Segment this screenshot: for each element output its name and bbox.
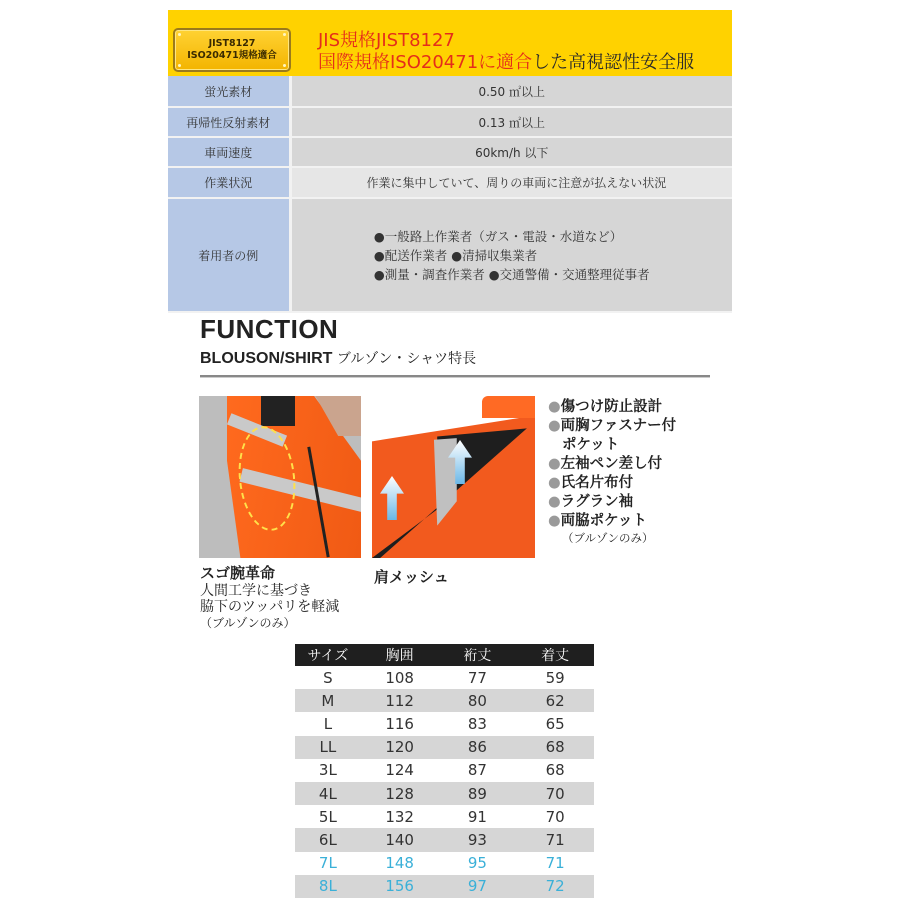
size-cell: 3L xyxy=(318,761,337,780)
table-row xyxy=(295,712,594,735)
chest-cell: 132 xyxy=(385,807,414,826)
size-cell: LL xyxy=(295,736,361,759)
shoulder-mesh-photo xyxy=(372,396,535,558)
length-cell: 72 xyxy=(516,875,594,898)
standard-title-line-1: JIS規格JIST8127 xyxy=(318,30,455,51)
length-cell: 70 xyxy=(516,782,594,805)
size-cell: 4L xyxy=(295,782,361,805)
bullet-icon: ● xyxy=(548,475,561,491)
table-row xyxy=(295,805,594,828)
underarm-caption-line: 人間工学に基づき xyxy=(200,583,312,599)
chest-cell: 148 xyxy=(385,854,414,873)
feature-text: 両脇ポケット xyxy=(560,513,647,529)
rivet-icon xyxy=(283,33,286,36)
feature-note: （ブルゾンのみ） xyxy=(562,531,654,545)
spec-value: 0.50 ㎡以上 xyxy=(290,76,732,107)
function-subtitle-jp: ブルゾン・シャツ特長 xyxy=(336,351,477,367)
spec-label: 作業状況 xyxy=(168,167,290,198)
size-cell: 7L xyxy=(318,854,337,873)
sleeve-cell: 86 xyxy=(439,736,517,759)
sleeve-cell: 91 xyxy=(467,807,487,826)
spec-value: 60km/h 以下 xyxy=(290,137,732,167)
length-cell: 65 xyxy=(545,714,565,733)
feature-list xyxy=(548,398,676,545)
feature-text: 傷つけ防止設計 xyxy=(560,399,663,415)
length-cell: 62 xyxy=(516,689,594,712)
length-cell: 59 xyxy=(545,668,565,687)
size-cell: L xyxy=(323,714,333,733)
sleeve-cell: 97 xyxy=(439,875,517,898)
chest-cell: 120 xyxy=(361,736,439,759)
table-row xyxy=(295,828,594,851)
rivet-icon xyxy=(178,64,181,67)
feature-item xyxy=(548,512,676,531)
size-table-header xyxy=(295,644,594,666)
feature-item xyxy=(548,455,676,474)
badge-line-2: ISO20471規格適合 xyxy=(187,50,277,61)
bullet-icon: ● xyxy=(548,456,561,472)
table-row xyxy=(295,689,594,712)
size-cell: 6L xyxy=(295,828,361,851)
length-cell: 71 xyxy=(545,854,565,873)
spec-label: 着用者の例 xyxy=(168,198,290,312)
spec-label: 再帰性反射素材 xyxy=(168,107,290,137)
chest-cell: 124 xyxy=(385,761,414,780)
table-row xyxy=(295,759,594,782)
function-subtitle-en: BLOUSON/SHIRT xyxy=(200,350,333,367)
feature-text: ラグラン袖 xyxy=(560,494,634,510)
size-table xyxy=(295,644,594,898)
chest-cell: 128 xyxy=(361,782,439,805)
bullet-icon: ● xyxy=(548,494,561,510)
feature-text: 両胸ファスナー付 xyxy=(560,418,677,434)
standard-title-dark: した高視認性安全服 xyxy=(532,52,695,73)
size-cell: M xyxy=(295,689,361,712)
feature-item xyxy=(548,398,676,417)
table-row xyxy=(295,852,594,875)
table-row xyxy=(295,782,594,805)
wearer-line: ●測量・調査作業者 ●交通警備・交通整理従事者 xyxy=(373,266,650,282)
feature-item xyxy=(548,493,676,512)
column-header-size: サイズ xyxy=(295,644,361,666)
underarm-panel xyxy=(261,396,295,426)
chest-cell: 116 xyxy=(385,714,414,733)
chest-cell: 156 xyxy=(361,875,439,898)
spec-table xyxy=(168,76,732,313)
standard-title-line-2 xyxy=(318,52,694,74)
wearer-line: ●配送作業者 ●清掃収集業者 xyxy=(373,247,538,263)
table-row xyxy=(295,875,594,898)
chest-cell: 112 xyxy=(361,689,439,712)
size-cell: 5L xyxy=(318,807,337,826)
sleeve-cell: 83 xyxy=(467,714,487,733)
spec-value: 作業に集中していて、周りの車両に注意が払えない状況 xyxy=(290,167,732,198)
column-header-sleeve: 裄丈 xyxy=(439,644,517,666)
badge-line-1: JIST8127 xyxy=(208,38,256,49)
spec-value xyxy=(290,198,732,312)
compliance-badge xyxy=(173,28,291,72)
spec-label: 車両速度 xyxy=(168,137,290,167)
sleeve-cell: 95 xyxy=(467,854,487,873)
wearer-examples xyxy=(374,227,650,284)
underarm-caption xyxy=(200,565,339,631)
spec-row xyxy=(168,198,732,312)
spec-row xyxy=(168,137,732,167)
underarm-caption-line: 脇下のツッパリを軽減 xyxy=(200,599,340,615)
column-header-length: 着丈 xyxy=(516,644,594,666)
sleeve-cell: 89 xyxy=(439,782,517,805)
spec-row xyxy=(168,107,732,137)
table-row xyxy=(295,736,594,759)
column-header-chest: 胸囲 xyxy=(361,644,439,666)
bullet-icon: ● xyxy=(548,513,561,529)
feature-item xyxy=(548,417,676,436)
table-row xyxy=(295,666,594,689)
length-cell: 68 xyxy=(516,736,594,759)
spec-row xyxy=(168,76,732,107)
bullet-icon: ● xyxy=(548,399,561,415)
function-title: FUNCTION xyxy=(200,314,339,344)
feature-text: 氏名片布付 xyxy=(560,475,634,491)
size-cell: 8L xyxy=(295,875,361,898)
rivet-icon xyxy=(178,33,181,36)
chest-cell: 108 xyxy=(385,668,414,687)
length-cell: 68 xyxy=(545,761,565,780)
section-divider xyxy=(200,375,710,378)
sleeve-cell: 77 xyxy=(467,668,487,687)
standard-title xyxy=(318,30,694,74)
underarm-caption-note: （ブルゾンのみ） xyxy=(200,616,296,630)
bullet-icon: ● xyxy=(548,418,561,434)
underarm-photo xyxy=(199,396,361,558)
spec-label: 蛍光素材 xyxy=(168,76,290,107)
spec-row xyxy=(168,167,732,198)
function-subtitle xyxy=(200,348,476,368)
spec-value: 0.13 ㎡以上 xyxy=(290,107,732,137)
sleeve-cell: 93 xyxy=(439,828,517,851)
wearer-line: ●一般路上作業者（ガス・電設・水道など） xyxy=(373,228,623,244)
rivet-icon xyxy=(283,64,286,67)
length-cell: 70 xyxy=(545,807,565,826)
jacket-collar xyxy=(482,396,535,418)
sleeve-cell: 80 xyxy=(439,689,517,712)
feature-text: 左袖ペン差し付 xyxy=(560,456,663,472)
underarm-caption-head: スゴ腕革命 xyxy=(200,564,276,582)
feature-item-continued: ポケット xyxy=(562,437,620,453)
shoulder-mesh-caption: 肩メッシュ xyxy=(374,568,449,586)
standard-title-red: 国際規格ISO20471に適合 xyxy=(318,52,533,73)
chest-cell: 140 xyxy=(361,828,439,851)
standard-header xyxy=(168,10,732,76)
feature-item xyxy=(548,474,676,493)
size-cell: S xyxy=(323,668,333,687)
sleeve-cell: 87 xyxy=(467,761,487,780)
length-cell: 71 xyxy=(516,828,594,851)
